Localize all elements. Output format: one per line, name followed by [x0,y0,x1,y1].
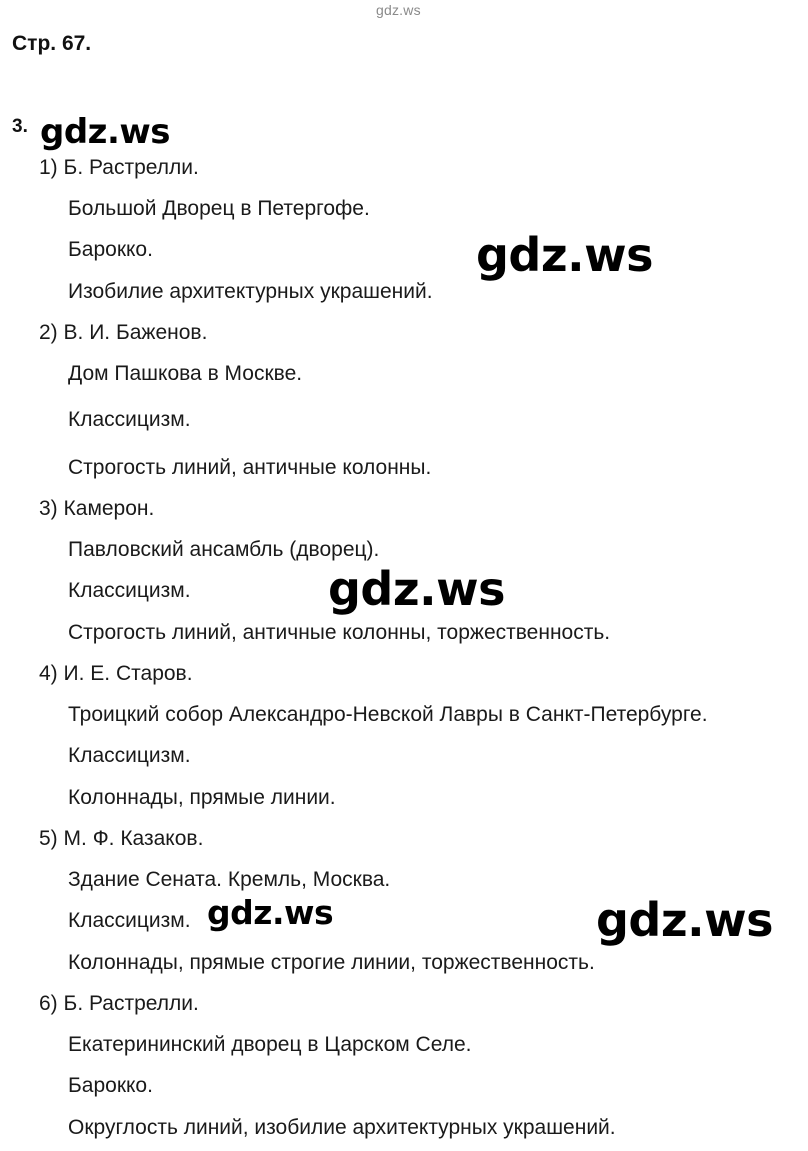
item-6-style: Барокко. [68,1074,153,1097]
item-6-building: Екатерининский дворец в Царском Селе. [68,1033,472,1056]
item-1-style: Барокко. [68,238,153,261]
item-5-building: Здание Сената. Кремль, Москва. [68,868,391,891]
watermark-3: gdz.ws [328,562,505,616]
watermark-5: gdz.ws [596,893,773,947]
item-4-style: Классицизм. [68,744,191,767]
item-1-features: Изобилие архитектурных украшений. [68,280,433,303]
watermark-1: gdz.ws [40,112,171,152]
item-4-features: Колоннады, прямые линии. [68,786,336,809]
item-1-building: Большой Дворец в Петергофе. [68,197,370,220]
watermark-4: gdz.ws [207,893,334,932]
item-3-features: Строгость линий, античные колонны, торжественность. [68,621,611,644]
item-5-author: 5) М. Ф. Казаков. [39,827,204,850]
item-4-author: 4) И. Е. Старов. [39,662,193,685]
item-3-building: Павловский ансамбль (дворец). [68,538,380,561]
item-2-features: Строгость линий, античные колонны. [68,456,432,479]
item-2-author: 2) В. И. Баженов. [39,321,208,344]
item-1-author: 1) Б. Растрелли. [39,156,199,179]
page-heading: Стр. 67. [12,32,92,55]
task-number: 3. [12,116,28,137]
top-watermark: gdz.ws [376,2,421,18]
item-5-style: Классицизм. [68,909,191,932]
item-6-features: Округлость линий, изобилие архитектурных украшений. [68,1116,616,1139]
item-5-features: Колоннады, прямые строгие линии, торжественность. [68,951,595,974]
item-2-building: Дом Пашкова в Москве. [68,362,303,385]
item-2-style: Классицизм. [68,408,191,431]
item-6-author: 6) Б. Растрелли. [39,992,199,1015]
watermark-2: gdz.ws [476,228,653,282]
item-3-style: Классицизм. [68,579,191,602]
item-3-author: 3) Камерон. [39,497,155,520]
item-4-building: Троицкий собор Александро-Невской Лавры в Санкт-Петербурге. [68,703,708,726]
